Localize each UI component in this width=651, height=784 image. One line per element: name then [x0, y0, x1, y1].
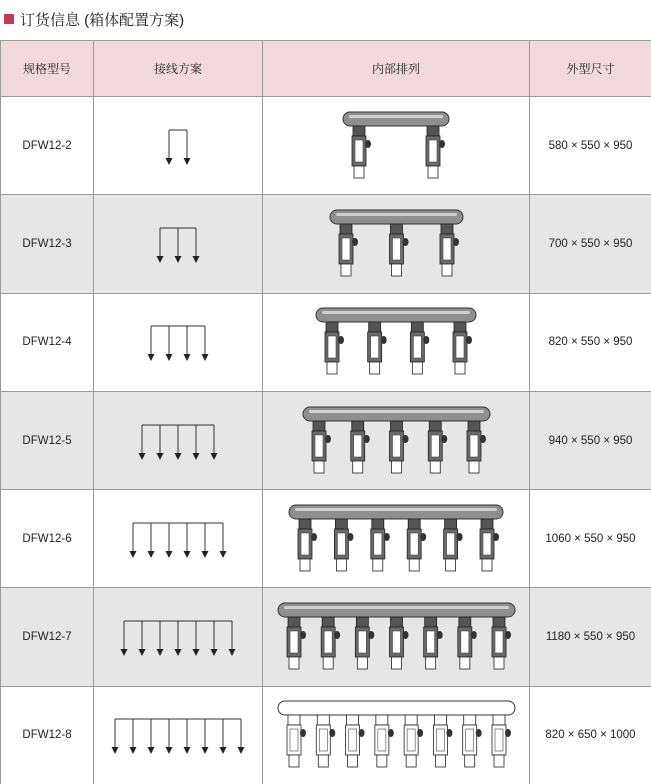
cell-model: DFW12-3 [1, 195, 94, 293]
busbar-body [289, 505, 503, 519]
bushing-unit-icon [352, 126, 371, 178]
wiring-arrow-icon [157, 649, 164, 656]
busbar-highlight [322, 311, 470, 314]
wiring-schematic [150, 220, 206, 268]
wiring-schematic [105, 711, 251, 759]
wiring-schematic [159, 122, 197, 170]
cell-wiring-diagram [94, 490, 263, 588]
internal-arrangement-drawing [339, 104, 453, 188]
bushing-unit-icon [407, 519, 426, 571]
cell-internal-layout [263, 195, 530, 293]
table-row [1, 391, 651, 489]
cell-internal-layout [263, 490, 530, 588]
cell-wiring-diagram [94, 195, 263, 293]
bushing-unit-icon [492, 617, 511, 669]
bushing-unit-icon [321, 617, 340, 669]
bushing-unit-icon [334, 519, 353, 571]
bushing-unit-icon [389, 224, 408, 276]
wiring-arrow-icon [202, 747, 209, 754]
bushing-unit-icon [312, 421, 331, 473]
section-title-text: 订货信息 (箱体配置方案) [20, 11, 185, 29]
busbar-highlight [284, 704, 509, 707]
cell-wiring-diagram [94, 97, 263, 195]
wiring-arrow-icon [193, 256, 200, 263]
header-wiring: 接线方案 [94, 41, 263, 97]
wiring-arrow-icon [193, 649, 200, 656]
wiring-arrow-icon [175, 256, 182, 263]
wiring-arrow-icon [148, 354, 155, 361]
bushing-unit-icon [426, 126, 445, 178]
busbar-highlight [336, 213, 457, 216]
bushing-unit-icon [287, 715, 306, 767]
bushing-unit-icon [389, 421, 408, 473]
cell-model: DFW12-6 [1, 490, 94, 588]
header-layout: 内部排列 [263, 41, 530, 97]
wiring-arrow-icon [202, 354, 209, 361]
wiring-arrow-icon [175, 453, 182, 460]
bushing-unit-icon [492, 715, 511, 767]
wiring-arrow-icon [184, 158, 191, 165]
section-marker-icon [4, 14, 14, 24]
wiring-arrow-icon [166, 354, 173, 361]
wiring-arrow-icon [184, 551, 191, 558]
busbar-body [278, 701, 515, 715]
bushing-unit-icon [374, 715, 393, 767]
cell-size: 820 × 650 × 1000 [530, 686, 651, 784]
bushing-unit-icon [467, 421, 486, 473]
wiring-arrow-icon [175, 649, 182, 656]
cell-size: 580 × 550 × 950 [530, 97, 651, 195]
wiring-arrow-icon [184, 354, 191, 361]
bushing-unit-icon [462, 715, 481, 767]
cell-size: 820 × 550 × 950 [530, 293, 651, 391]
busbar-highlight [284, 606, 509, 609]
internal-arrangement-drawing [285, 497, 507, 581]
busbar-body [343, 112, 449, 126]
bushing-unit-icon [433, 715, 452, 767]
busbar-body [303, 407, 490, 421]
wiring-arrow-icon [148, 747, 155, 754]
wiring-arrow-icon [139, 453, 146, 460]
table-row [1, 195, 651, 293]
table-row [1, 490, 651, 588]
bushing-unit-icon [457, 617, 476, 669]
bushing-unit-icon [410, 322, 429, 374]
internal-arrangement-drawing [326, 202, 467, 286]
wiring-schematic [123, 515, 233, 563]
wiring-arrow-icon [229, 649, 236, 656]
wiring-arrow-icon [130, 551, 137, 558]
header-size: 外型尺寸 [530, 41, 651, 97]
header-model: 规格型号 [1, 41, 94, 97]
cell-size: 700 × 550 × 950 [530, 195, 651, 293]
table-row [1, 588, 651, 686]
internal-arrangement-drawing [274, 693, 519, 777]
wiring-schematic [114, 613, 242, 661]
wiring-arrow-icon [139, 649, 146, 656]
bushing-unit-icon [389, 617, 408, 669]
bushing-unit-icon [440, 224, 459, 276]
cell-wiring-diagram [94, 588, 263, 686]
cell-internal-layout [263, 588, 530, 686]
cell-model: DFW12-2 [1, 97, 94, 195]
wiring-arrow-icon [211, 649, 218, 656]
wiring-arrow-icon [220, 551, 227, 558]
wiring-arrow-icon [220, 747, 227, 754]
wiring-arrow-icon [166, 551, 173, 558]
bushing-unit-icon [316, 715, 335, 767]
bushing-unit-icon [453, 322, 472, 374]
wiring-schematic [141, 318, 215, 366]
wiring-arrow-icon [157, 453, 164, 460]
configuration-table [0, 40, 651, 784]
cell-size: 1180 × 550 × 950 [530, 588, 651, 686]
wiring-arrow-icon [157, 256, 164, 263]
bushing-unit-icon [298, 519, 317, 571]
bushing-unit-icon [325, 322, 344, 374]
wiring-arrow-icon [238, 747, 245, 754]
table-row [1, 97, 651, 195]
wiring-arrow-icon [130, 747, 137, 754]
cell-wiring-diagram [94, 293, 263, 391]
wiring-arrow-icon [148, 551, 155, 558]
bushing-unit-icon [444, 519, 463, 571]
cell-model: DFW12-8 [1, 686, 94, 784]
bushing-unit-icon [339, 224, 358, 276]
bushing-unit-icon [345, 715, 364, 767]
bushing-unit-icon [287, 617, 306, 669]
wiring-schematic [132, 417, 224, 465]
cell-internal-layout [263, 686, 530, 784]
cell-model: DFW12-5 [1, 391, 94, 489]
bushing-unit-icon [423, 617, 442, 669]
busbar-body [278, 603, 515, 617]
section-title [4, 9, 184, 29]
wiring-arrow-icon [112, 747, 119, 754]
wiring-arrow-icon [166, 747, 173, 754]
cell-internal-layout [263, 391, 530, 489]
wiring-arrow-icon [121, 649, 128, 656]
cell-size: 940 × 550 × 950 [530, 391, 651, 489]
bushing-unit-icon [355, 617, 374, 669]
busbar-body [316, 308, 476, 322]
busbar-highlight [295, 508, 497, 511]
bushing-unit-icon [404, 715, 423, 767]
busbar-body [330, 210, 463, 224]
bushing-unit-icon [480, 519, 499, 571]
cell-internal-layout [263, 97, 530, 195]
internal-arrangement-drawing [299, 399, 494, 483]
wiring-arrow-icon [211, 453, 218, 460]
bushing-unit-icon [368, 322, 387, 374]
busbar-highlight [309, 410, 484, 413]
cell-model: DFW12-4 [1, 293, 94, 391]
table-row [1, 293, 651, 391]
internal-arrangement-drawing [274, 595, 519, 679]
wiring-arrow-icon [193, 453, 200, 460]
cell-wiring-diagram [94, 686, 263, 784]
internal-arrangement-drawing [312, 300, 480, 384]
busbar-highlight [349, 115, 443, 118]
cell-model: DFW12-7 [1, 588, 94, 686]
cell-wiring-diagram [94, 391, 263, 489]
cell-internal-layout [263, 293, 530, 391]
bushing-unit-icon [350, 421, 369, 473]
wiring-arrow-icon [184, 747, 191, 754]
wiring-arrow-icon [166, 158, 173, 165]
cell-size: 1060 × 550 × 950 [530, 490, 651, 588]
wiring-arrow-icon [202, 551, 209, 558]
table-header-row [1, 41, 651, 97]
bushing-unit-icon [428, 421, 447, 473]
table-row [1, 686, 651, 784]
bushing-unit-icon [371, 519, 390, 571]
